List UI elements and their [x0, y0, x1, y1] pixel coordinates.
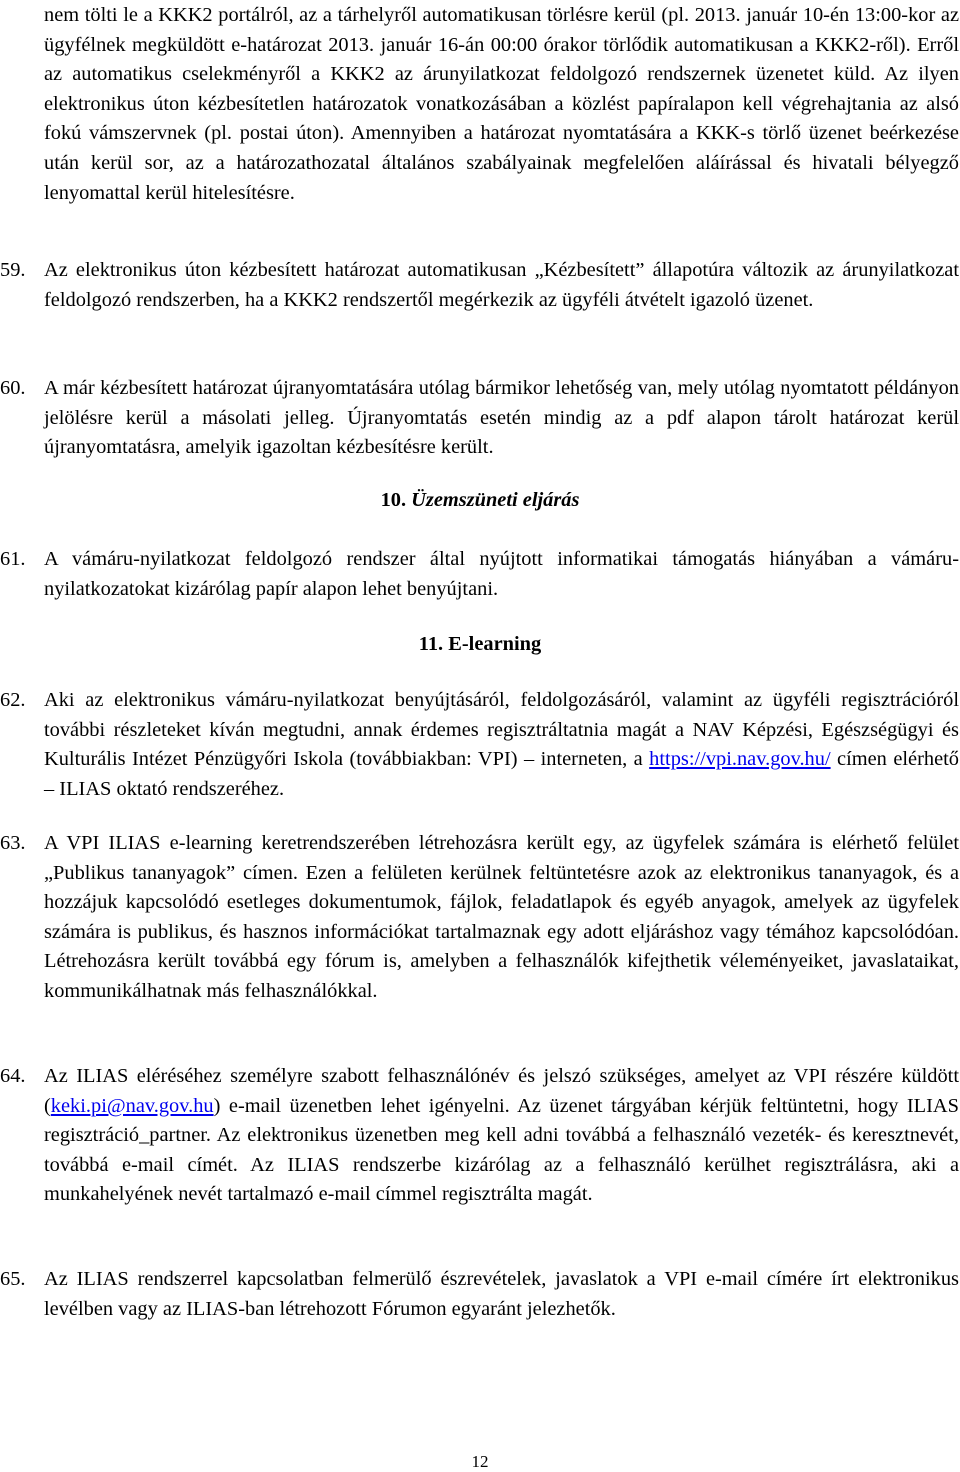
paragraph-62: [0, 686, 959, 804]
intro-paragraph: [0, 1, 959, 208]
paragraph-text: [44, 1062, 959, 1210]
paragraph-text: Az ILIAS rendszerrel kapcsolatban felmerülő észrevételek, javaslatok a VPI e-mail címére írt elektronikus levélben vagy az ILIAS-ban létrehozott Fórumon egyaránt jelezhetők.: [44, 1268, 959, 1320]
paragraph-64: [0, 1062, 959, 1210]
page-number: 12: [471, 1452, 489, 1471]
paragraph-60: [0, 374, 959, 463]
paragraph-text: [44, 686, 959, 804]
section-title: Üzemszüneti eljárás: [411, 489, 580, 511]
text-segment: Aki az elektronikus vámáru-nyilatkozat benyújtásáról, feldolgozásáról, valamint az ügyféli regisztrációról további részleteket kíván megtudni, annak érdemes regisztráltatnia magát a NAV Képzési, Egészségügyi és Kulturális Intézet Pénzügyőri Iskola (továbbiakban: VPI) – interneten, a: [44, 689, 959, 771]
section-heading-10: [0, 486, 960, 516]
paragraph-number: 61.: [0, 548, 26, 570]
paragraph-number: 63.: [0, 832, 26, 854]
paragraph-text: A vámáru-nyilatkozat feldolgozó rendszer által nyújtott informatikai támogatás hiányában a vámáru-nyilatkozatokat kizárólag papír alapon lehet benyújtani.: [44, 548, 959, 600]
paragraph-number: 60.: [0, 377, 26, 399]
text-segment: Az ILIAS eléréséhez személyre szabott felhasználónév és jelszó szükséges, amelyet az VPI részére küldött (: [44, 1065, 959, 1117]
paragraph-59: [0, 256, 959, 315]
vpi-website-link[interactable]: https://vpi.nav.gov.hu/: [649, 748, 831, 771]
section-number: 10.: [380, 489, 407, 511]
section-title: E-learning: [448, 633, 542, 655]
paragraph-number: 65.: [0, 1268, 26, 1290]
text-segment: címen elérhető – ILIAS oktató rendszeréhez.: [44, 748, 959, 800]
paragraph-number: 59.: [0, 259, 26, 281]
paragraph-61: [0, 545, 959, 604]
paragraph-number: 64.: [0, 1065, 26, 1087]
paragraph-text: Az elektronikus úton kézbesített határozat automatikusan „Kézbesített” állapotúra változik az árunyilatkozat feldolgozó rendszerben, ha a KKK2 rendszertől megérkezik az ügyféli átvételt igazoló üzenet.: [44, 259, 959, 311]
text-segment: ) e-mail üzenetben lehet igényelni. Az üzenet tárgyában kérjük feltüntetni, hogy ILIAS regisztráció_partner. Az elektronikus üzenetben meg kell adni továbbá a felhasználó vezeték- és keresztnevét, továbbá e-mail címét. Az ILIAS rendszerbe kizárólag az a felhasználó kerülhet regisztrálásra, aki a munkahelyének nevét tartalmazó e-mail címmel regisztrálta magát.: [44, 1094, 959, 1206]
section-heading-11: [0, 630, 960, 660]
paragraph-number: 62.: [0, 689, 26, 711]
section-number: 11.: [418, 633, 444, 655]
paragraph-65: [0, 1265, 959, 1324]
intro-text: nem tölti le a KKK2 portálról, az a tárhelyről automatikusan törlésre kerül (pl. 2013. január 10-én 13:00-kor az ügyfélnek megküldött e-határozat 2013. január 16-án 00:00 órakor törlődik automatikusan a KKK2-ről). Erről az automatikus cselekményről a KKK2 az árunyilatkozat feldolgozó rendszernek üzenetet küld. Az ilyen elektronikus úton kézbesítetlen határozatok vonatkozásában a közlést papíralapon kell végrehajtania az alsó fokú vámszervnek (pl. postai úton). Amennyiben a határozat nyomtatására a KKK-s törlő üzenet beérkezése után kerül sor, az a határozathozatal általános szabályainak megfelelően aláírással és hivatali bélyegző lenyomattal kerül hitelesítésre.: [44, 4, 959, 204]
paragraph-63: [0, 829, 959, 1007]
paragraph-text: A már kézbesített határozat újranyomtatására utólag bármikor lehetőség van, mely utólag nyomtatott példányon jelölésre kerül a másolati jelleg. Újranyomtatás esetén mindig az a pdf alapon tárolt határozat kerül újranyomtatásra, amelyik igazoltan kézbesítésre került.: [44, 377, 959, 459]
email-link[interactable]: keki.pi@nav.gov.hu: [50, 1094, 214, 1117]
paragraph-text: A VPI ILIAS e-learning keretrendszerében létrehozásra került egy, az ügyfelek számára is elérhető felület „Publikus tananyagok” címen. Ezen a felületen kerülnek feltüntetésre azok az elektronikus tananyagok, és a hozzájuk kapcsolódó esetleges dokumentumok, fájlok, feladatlapok és egyéb anyagok, amelyek az ügyfelek számára is publikus, és hasznos információkat tartalmaznak egy adott eljáráshoz vagy témához kapcsolódóan. Létrehozásra került továbbá egy fórum is, amelyben a felhasználók kifejthetik véleményeiket, javaslataikat, kommunikálhatnak más felhasználókkal.: [44, 832, 959, 1002]
